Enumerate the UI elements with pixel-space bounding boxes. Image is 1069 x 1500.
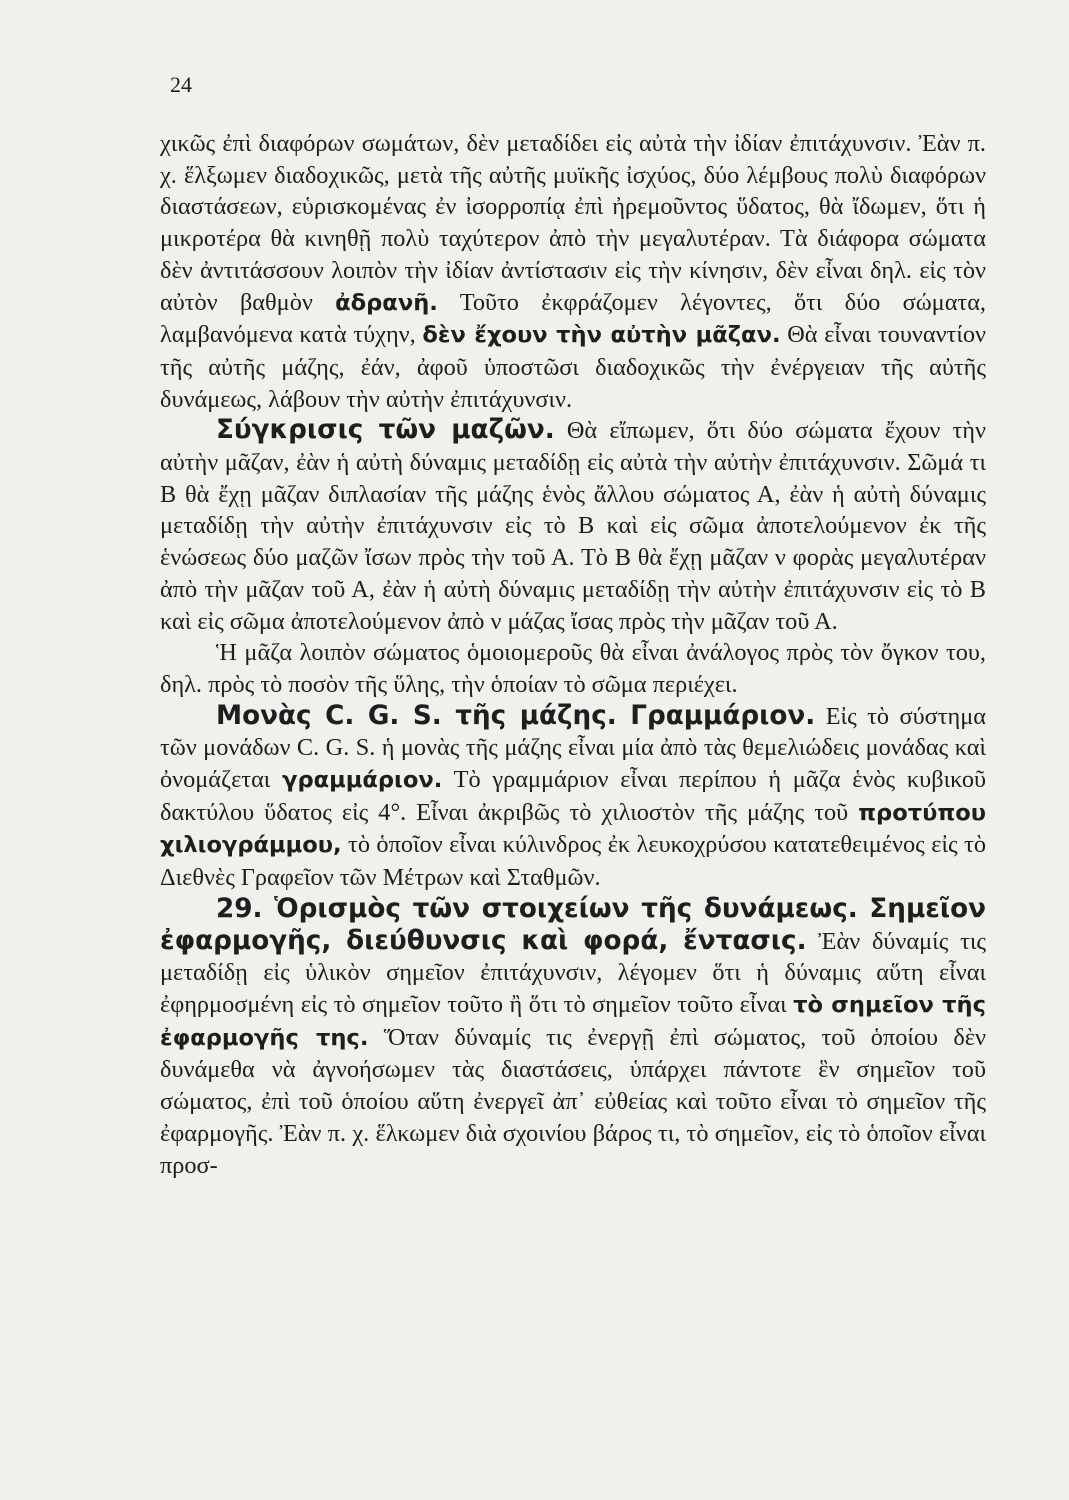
text-run: Εἰς τὸ σύστημα τῶν μονάδων C. G. S. ἡ μονὰς τῆς μάζης εἶναι μία ἀπὸ τὰς θεμελιώδεις μονάδας καὶ ὀνομάζεται (160, 702, 986, 794)
bold-term: τὸ σημεῖον τῆς ἐφαρμογῆς της. (160, 991, 986, 1051)
paragraph-force-elements (160, 894, 986, 1181)
text-run: τὸ ὁποῖον εἶναι κύλινδρος ἐκ λευκοχρύσου κατατεθειμένος εἰς τὸ Διεθνὲς Γραφεῖον τῶν Μέτρων καὶ Σταθμῶν. (160, 831, 986, 892)
paragraph-mass-comparison (160, 415, 986, 637)
section-heading: Μονὰς C. G. S. τῆς μάζης. Γραμμάριον. (216, 700, 816, 731)
paragraph-mass-volume (160, 637, 986, 700)
body-text (160, 128, 986, 1181)
text-run: Ἐὰν δύναμίς τις μεταδίδῃ εἰς ὑλικὸν σημεῖον ἐπιτάχυνσιν, λέγομεν ὅτι ἡ δύναμις αὕτη εἶναι ἐφηρμοσμένη εἰς τὸ σημεῖον τοῦτο ἢ ὅτι τὸ σημεῖον τοῦτο εἶναι (160, 927, 986, 1018)
paragraph-inertia (160, 128, 986, 415)
paragraph-gram (160, 701, 986, 894)
text-run: Τοῦτο ἐκφράζομεν λέγοντες, ὅτι δύο σώματα, λαμβανόμενα κατὰ τύχην, (160, 288, 987, 349)
bold-term: ἀδρανῆ. (335, 289, 438, 316)
section-heading: 29. Ὁρισμὸς τῶν στοιχείων τῆς δυνάμεως. Σημεῖον ἐφαρμογῆς, διεύθυνσις καὶ φορά, ἔντασις. (160, 893, 986, 956)
text-run: Ἡ μᾶζα λοιπὸν σώματος ὁμοιομεροῦς θὰ εἶναι ἀνάλογος πρὸς τὸν ὄγκον του, δηλ. πρὸς τὸ ποσὸν τῆς ὕλης, τὴν ὁποίαν τὸ σῶμα περιέχει. (160, 639, 986, 698)
text-run: χικῶς ἐπὶ διαφόρων σωμάτων, δὲν μεταδίδει εἰς αὐτὰ τὴν ἰδίαν ἐπιτάχυνσιν. Ἐὰν π. χ. ἕλξωμεν διαδοχικῶς, μετὰ τῆς αὐτῆς μυϊκῆς ἰσχύος, δύο λέμβους πολὺ διαφόρων διαστάσεων, εὑρισκομένας ἐν ἰσορροπίᾳ ἐπὶ ἠρεμοῦντος ὕδατος, θὰ ἴδωμεν, ὅτι ἡ μικροτέρα θὰ κινηθῇ πολὺ ταχύτερον ἀπὸ τὴν μεγαλυτέραν. Τὰ διάφορα σώματα δὲν ἀντιτάσσουν λοιπὸν τὴν ἰδίαν ἀντίστασιν εἰς τὴν κίνησιν, δὲν εἶναι δηλ. εἰς τὸν αὐτὸν βαθμὸν (160, 130, 986, 316)
text-run: Θὰ εἶναι τουναντίον τῆς αὐτῆς μάζης, ἐάν, ἀφοῦ ὑποστῶσι διαδοχικῶς τὴν ἐνέργειαν τῆς αὐτῆς δυνάμεως, λάβουν τὴν αὐτὴν ἐπιτάχυνσιν. (160, 321, 986, 413)
bold-term: γραμμάριον. (282, 767, 443, 794)
text-run: Ὅταν δύναμίς τις ἐνεργῇ ἐπὶ σώματος, τοῦ ὁποίου δὲν δυνάμεθα νὰ ἀγνοήσωμεν τὰς διαστάσεις, ὑπάρχει πάντοτε ἓν σημεῖον τοῦ σώματος, ἐπὶ τοῦ ὁποίου αὕτη ἐνεργεῖ ἀπ᾽ εὐθείας καὶ τοῦτο εἶναι τὸ σημεῖον τῆς ἐφαρμογῆς. Ἐὰν π. χ. ἕλκωμεν διὰ σχοινίου βάρος τι, τὸ σημεῖον, εἰς τὸ ὁποῖον εἶναι προσ- (160, 1023, 987, 1179)
text-run: Θὰ εἴπωμεν, ὅτι δύο σώματα ἔχουν τὴν αὐτὴν μᾶζαν, ἐὰν ἡ αὐτὴ δύναμις μεταδίδῃ εἰς αὐτὰ τὴν αὐτὴν ἐπιτάχυνσιν. Σῶμά τι Β θὰ ἔχῃ μᾶζαν διπλασίαν τῆς μάζης ἑνὸς ἄλλου σώματος Α, ἐὰν ἡ αὐτὴ δύναμις μεταδίδῃ τὴν αὐτὴν ἐπιτάχυνσιν εἰς τὸ Β καὶ εἰς σῶμα ἀποτελούμενον ἐκ τῆς ἑνώσεως δύο μαζῶν ἴσων πρὸς τὴν τοῦ Α. Τὸ Β θὰ ἔχῃ μᾶζαν ν φορὰς μεγαλυτέραν ἀπὸ τὴν μᾶζαν τοῦ Α, ἐὰν ἡ αὐτὴ δύναμις μεταδίδῃ τὴν αὐτὴν ἐπιτάχυνσιν εἰς τὸ Β καὶ εἰς σῶμα ἀποτελούμενον ἀπὸ ν μάζας ἴσας πρὸς τὴν μᾶζαν τοῦ Α. (160, 417, 986, 635)
text-run: Τὸ γραμμάριον εἶναι περίπου ἡ μᾶζα ἑνὸς κυβικοῦ δακτύλου ὕδατος εἰς 4°. Εἶναι ἀκριβῶς τὸ χιλιοστὸν τῆς μάζης τοῦ (160, 766, 986, 826)
section-heading: Σύγκρισις τῶν μαζῶν. (216, 415, 555, 446)
page-number: 24 (170, 72, 192, 97)
bold-term: δὲν ἔχουν τὴν αὐτὴν μᾶζαν. (422, 322, 781, 349)
bold-term: προτύπου χιλιογράμμου, (160, 799, 986, 859)
